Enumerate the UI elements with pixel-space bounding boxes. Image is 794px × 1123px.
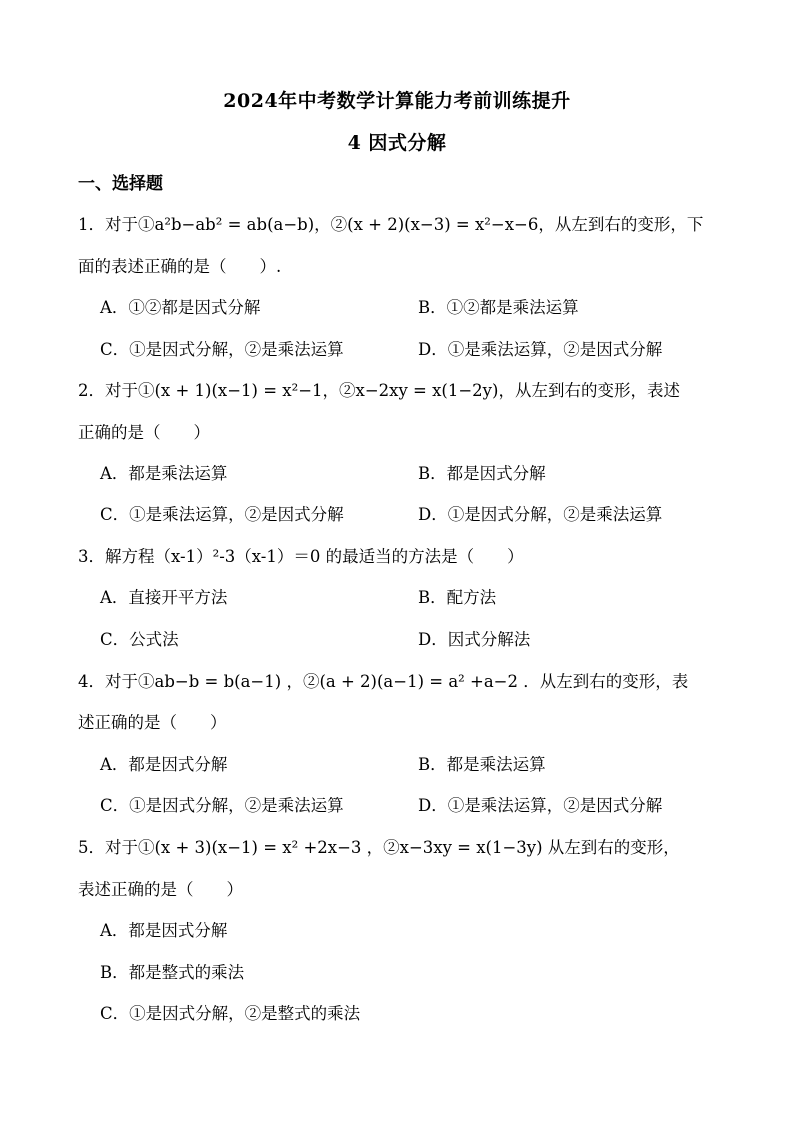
question-5-option-b: B．都是整式的乘法 [100, 963, 245, 982]
question-5-option-a: A．都是因式分解 [100, 921, 228, 940]
question-1-line-2: 面的表述正确的是（ ）. [78, 257, 282, 276]
question-2-option-c: C．①是乘法运算，②是因式分解 [100, 505, 344, 524]
question-4-option-a: A．都是因式分解 [100, 755, 228, 774]
question-5-line-2: 表述正确的是（ ） [78, 880, 243, 899]
document-subtitle: 4 因式分解 [347, 132, 447, 154]
document-title: 2024年中考数学计算能力考前训练提升 [223, 90, 571, 112]
question-2-option-d: D．①是因式分解，②是乘法运算 [418, 505, 663, 524]
question-5-line-1: 5．对于①(x + 3)(x−1) = x² +2x−3 ，②x−3xy = x(1−3y) 从左到右的变形， [78, 838, 680, 857]
question-1-option-b: B．①②都是乘法运算 [418, 298, 579, 317]
question-3-line-1: 3．解方程（x-1）²-3（x-1）＝0 的最适当的方法是（ ） [78, 547, 524, 566]
question-2-option-b: B．都是因式分解 [418, 464, 546, 483]
section-heading: 一、选择题 [78, 174, 163, 194]
question-4-line-2: 述正确的是（ ） [78, 713, 227, 732]
question-4-line-1: 4．对于①ab−b = b(a−1) ，②(a + 2)(a−1) = a² +a−2 ．从左到右的变形，表 [78, 672, 689, 691]
question-1-option-c: C．①是因式分解，②是乘法运算 [100, 340, 344, 359]
question-1-line-1: 1．对于①a²b−ab² = ab(a−b)，②(x + 2)(x−3) = x²−x−6，从左到右的变形，下 [78, 215, 704, 234]
question-2-line-2: 正确的是（ ） [78, 423, 210, 442]
question-3-option-a: A．直接开平方法 [100, 588, 228, 607]
question-3-option-d: D．因式分解法 [418, 630, 531, 649]
question-3-option-b: B．配方法 [418, 588, 497, 607]
question-4-option-c: C．①是因式分解，②是乘法运算 [100, 796, 344, 815]
question-3-option-c: C．公式法 [100, 630, 179, 649]
question-2-line-1: 2．对于①(x + 1)(x−1) = x²−1，②x−2xy = x(1−2y)，从左到右的变形，表述 [78, 381, 680, 400]
question-4-option-b: B．都是乘法运算 [418, 755, 546, 774]
question-1-option-d: D．①是乘法运算，②是因式分解 [418, 340, 663, 359]
question-2-option-a: A．都是乘法运算 [100, 464, 228, 483]
question-4-option-d: D．①是乘法运算，②是因式分解 [418, 796, 663, 815]
question-1-option-a: A．①②都是因式分解 [100, 298, 261, 317]
question-5-option-c: C．①是因式分解，②是整式的乘法 [100, 1004, 361, 1023]
